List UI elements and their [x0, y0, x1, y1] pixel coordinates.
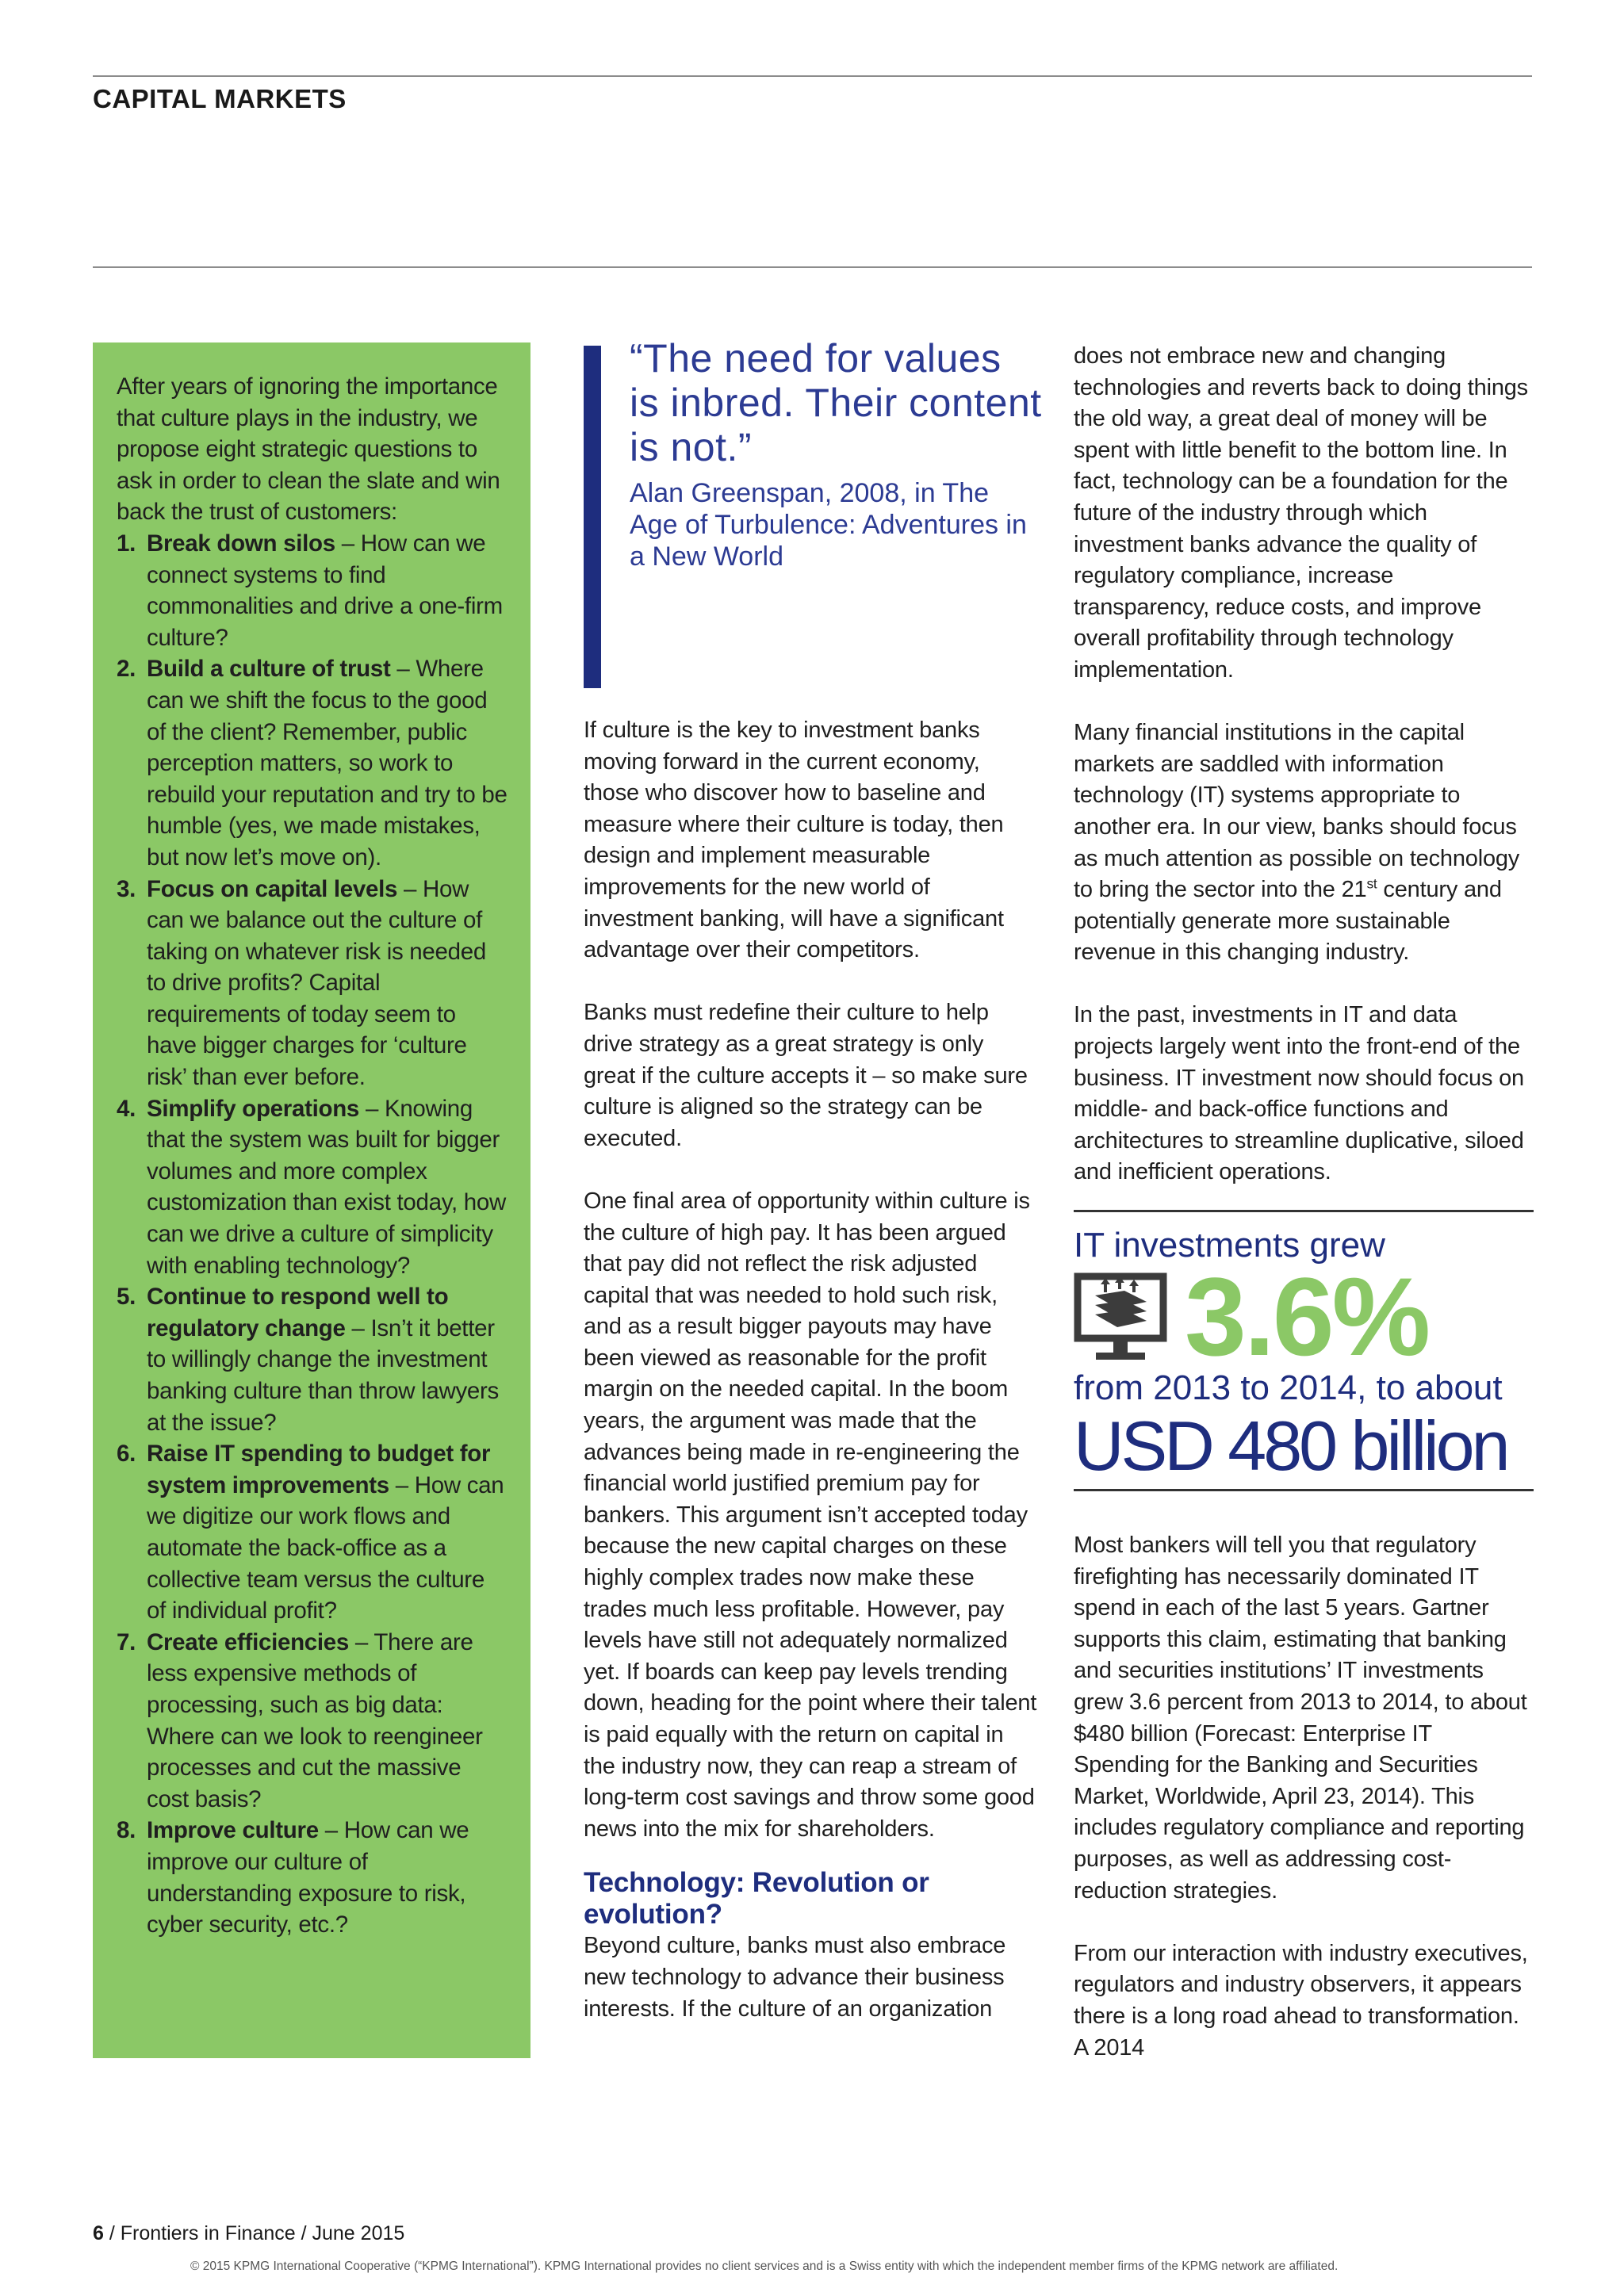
body-paragraph: Banks must redefine their culture to help drive strategy as a great strategy is only great if the culture accepts it – so make sure culture is aligned so the strategy can be executed. [584, 1000, 1028, 1151]
monitor-money-icon [1074, 1272, 1167, 1367]
stat-amount: USD 480 billion [1074, 1406, 1507, 1485]
list-item [117, 1815, 508, 1940]
body-paragraph: In the past, investments in IT and data projects largely went into the front-end of the business. IT investment now should focus on middle- and back-office functions and architectures to streamline duplicative, siloed and inefficient operations. [1074, 1002, 1524, 1185]
paragraph-text: Many financial institutions in the capital markets are saddled with information technology (IT) systems appropriate to another era. In our view, banks should focus as much attention as possible on technology to bring the sector into the 21 [1074, 720, 1520, 903]
list-item [117, 1281, 508, 1438]
copyright-notice: © 2015 KPMG International Cooperative (“KPMG International”). KPMG International provides no client services and is a Swiss entity with which the independent member firms of the KPMG network are affiliated. [190, 2260, 1339, 2273]
technology-heading: Technology: Revolution or evolution? [584, 1867, 929, 1931]
body-paragraph: If culture is the key to investment banks moving forward in the current economy, those who discover how to baseline and measure where their culture is today, then design and implement measurable improvements for the new world of investment banking, will have a significant advantage over their competitors. [584, 718, 1004, 963]
item-text: – How can we improve our culture of understanding exposure to risk, cyber security, etc.? [147, 1817, 469, 1938]
page-footer [93, 2222, 404, 2245]
right-column-top [1074, 341, 1534, 1188]
top-rule [93, 75, 1532, 77]
item-text: – Knowing that the system was built for bigger volumes and more complex customization than exist today, how can we drive a culture of simplicity with enabling technology? [147, 1095, 507, 1279]
item-text: – How can we connect systems to find commonalities and drive a one-firm culture? [147, 530, 503, 651]
list-item [117, 653, 508, 873]
item-heading: Break down silos [147, 530, 335, 557]
list-item [117, 1093, 508, 1282]
list-item [117, 528, 508, 653]
strategic-questions-sidebar [93, 342, 530, 2058]
stat-bottom-rule [1074, 1489, 1534, 1491]
item-heading: Continue to respond well to regulatory change [147, 1284, 449, 1341]
sidebar-intro: After years of ignoring the importance that culture plays in the industry, we propose eight strategic questions to ask in order to clean the slate and win back the trust of customers: [117, 373, 500, 526]
item-text: – Where can we shift the focus to the good of the client? Remember, public perception matters, so work to rebuild your reputation and try to be humble (yes, we made mistakes, but now let’s move on). [147, 656, 508, 871]
quote-accent-bar [584, 346, 601, 688]
item-text: – There are less expensive methods of processing, such as big data: Where can we look to reengineer processes and cut the massive cost basis? [147, 1628, 483, 1812]
body-paragraph [1074, 718, 1534, 969]
paragraph-text: century and potentially generate more sustainable revenue in this changing industry. [1074, 877, 1502, 966]
page-number: 6 [93, 2222, 104, 2244]
body-paragraph: does not embrace new and changing technologies and reverts back to doing things the old way, a great deal of money will be spent with little benefit to the bottom line. In fact, technology can be a foundation for the future of the industry through which investment banks advance the quality of regulatory compliance, increase transparency, reduce costs, and improve overall profitability through technology implementation. [1074, 343, 1528, 683]
strategic-questions-list [117, 528, 508, 1941]
item-heading: Create efficiencies [147, 1628, 350, 1655]
body-paragraph: One final area of opportunity within culture is the culture of high pay. It has been argued that pay did not reflect the risk adjusted capital that was needed to hold such risk, and as a result bigger payouts may have been viewed as reasonable for the profit margin on the needed capital. In the boom years, the argument was made that the advances being made in re-engineering the financial world justified premium pay for bankers. This argument isn’t accepted today because the new capital charges on these highly complex trades now make these trades much less profitable. However, pay levels have still not adequately normalized yet. If boards can keep pay levels trending down, heading for the point where their talent is paid equally with the return on capital in the industry now, they can reap a stream of long-term cost savings and throw some good news into the mix for shareholders. [584, 1188, 1037, 1842]
item-number: 7. [117, 1628, 136, 1655]
quote-attribution: Alan Greenspan, 2008, in The Age of Turbulence: Adventures in a New World [630, 478, 1027, 572]
list-item [117, 1438, 508, 1627]
section-title: CAPITAL MARKETS [93, 84, 347, 113]
stat-top-rule [1074, 1210, 1534, 1212]
publication-info: / Frontiers in Finance / June 2015 [103, 2222, 405, 2244]
pull-quote [630, 336, 1042, 572]
item-number: 3. [117, 875, 136, 902]
item-text: – How can we balance out the culture of taking on whatever risk is needed to drive profits? Capital requirements of today seem to have bigger charges for ‘culture risk’ than ever before. [147, 875, 486, 1091]
middle-column [584, 715, 1040, 2025]
item-number: 6. [117, 1441, 136, 1468]
list-item [117, 874, 508, 1093]
body-paragraph: Beyond culture, banks must also embrace new technology to advance their business interests. If the culture of an organization [584, 1933, 1006, 2022]
item-number: 4. [117, 1095, 136, 1122]
right-column-bottom [1074, 1530, 1534, 2064]
item-heading: Build a culture of trust [147, 656, 391, 683]
item-text: – How can we digitize our work flows and automate the back-office as a collective team versus the culture of individual profit? [147, 1471, 504, 1624]
list-item [117, 1627, 508, 1816]
stat-lead-text: IT investments grew [1074, 1226, 1385, 1265]
item-number: 5. [117, 1284, 136, 1311]
item-heading: Improve culture [147, 1817, 319, 1844]
item-heading: Raise IT spending to budget for system improvements [147, 1441, 491, 1498]
item-heading: Simplify operations [147, 1095, 360, 1122]
item-number: 2. [117, 656, 136, 683]
ordinal-suffix: st [1366, 875, 1377, 892]
item-number: 8. [117, 1817, 136, 1844]
quote-text: “The need for values is inbred. Their content is not.” [630, 336, 1042, 469]
item-heading: Focus on capital levels [147, 875, 398, 902]
body-paragraph: Most bankers will tell you that regulatory firefighting has necessarily dominated IT spend in each of the last 5 years. Gartner supports this claim, estimating that banking and securities institutions’ IT investments grew 3.6 percent from 2013 to 2014, to about $480 billion (Forecast: Enterprise IT Spending for the Banking and Securities Market, Worldwide, April 23, 2014). This includes regulatory compliance and reporting purposes, as well as addressing cost-reduction strategies. [1074, 1533, 1527, 1904]
stat-period-text: from 2013 to 2014, to about [1074, 1368, 1503, 1407]
header-bottom-rule [93, 266, 1532, 268]
body-paragraph: From our interaction with industry executives, regulators and industry observers, it appears there is a long road ahead to transformation. A 2014 [1074, 1940, 1528, 2061]
item-text: – Isn’t it better to willingly change the investment banking culture than throw lawyers at the issue? [147, 1314, 500, 1436]
it-investment-stat [1074, 1210, 1534, 1491]
item-number: 1. [117, 530, 136, 557]
stat-growth-value: 3.6% [1185, 1254, 1429, 1379]
